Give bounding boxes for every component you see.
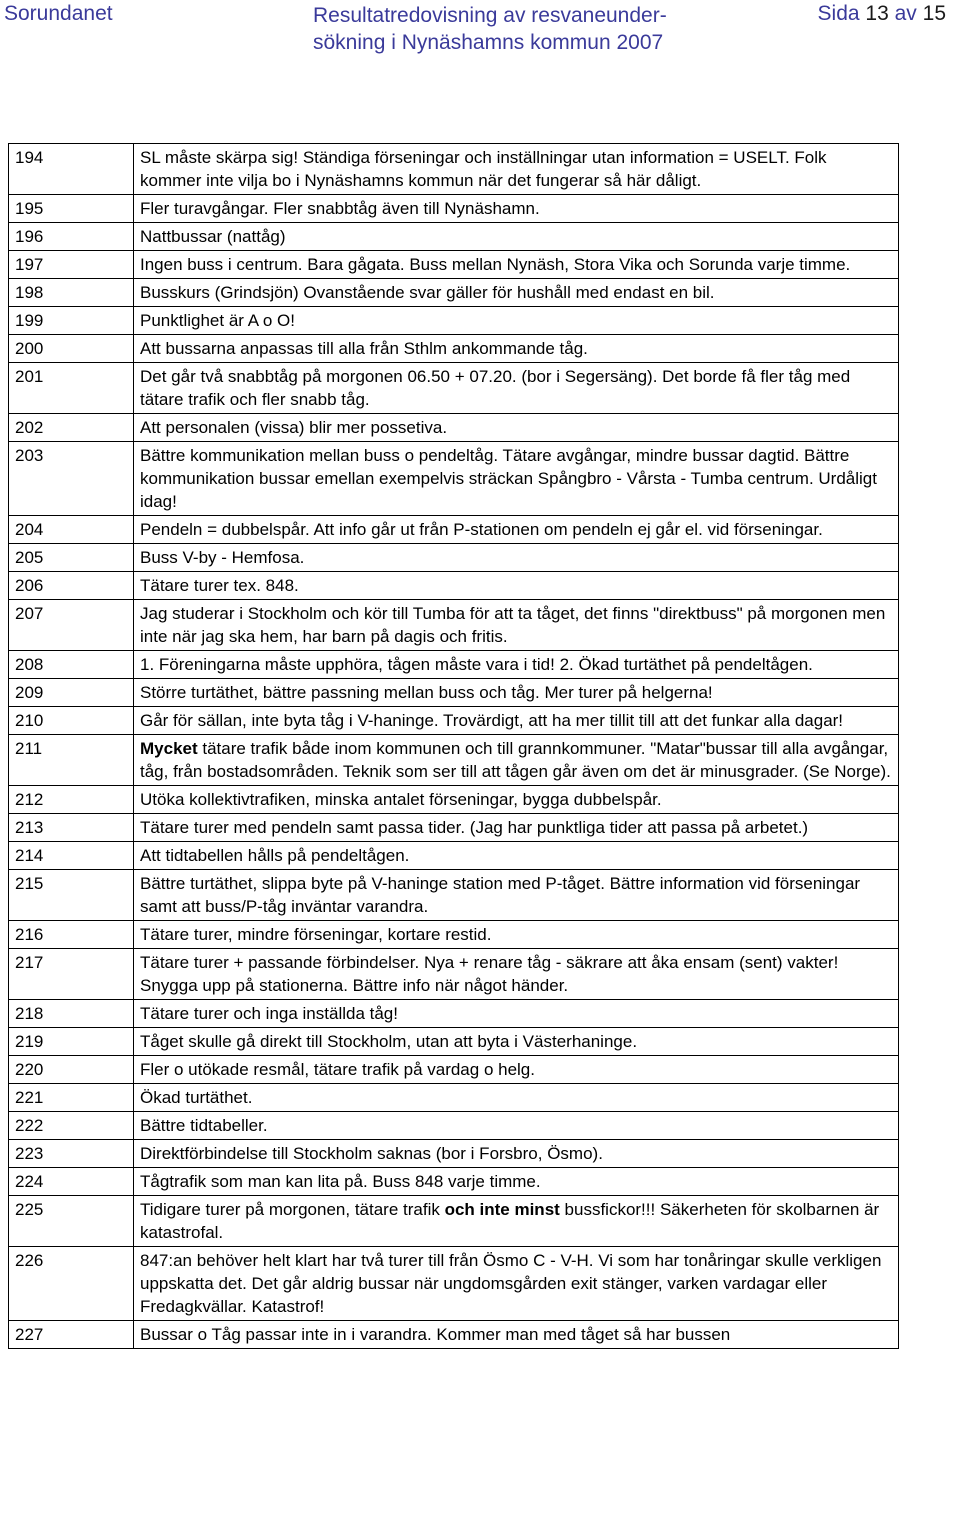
response-number: 225 — [9, 1196, 134, 1247]
response-number: 219 — [9, 1028, 134, 1056]
response-text: Tågtrafik som man kan lita på. Buss 848 varje timme. — [134, 1168, 899, 1196]
response-text: Busskurs (Grindsjön) Ovanstående svar gäller för hushåll med endast en bil. — [134, 279, 899, 307]
response-text-start: Tidigare turer på morgonen, tätare trafik — [140, 1200, 445, 1219]
table-row — [9, 842, 899, 870]
response-number: 204 — [9, 516, 134, 544]
table-row — [9, 1112, 899, 1140]
table-row — [9, 707, 899, 735]
response-number: 202 — [9, 414, 134, 442]
response-number: 200 — [9, 335, 134, 363]
header-page-indicator — [818, 2, 946, 26]
emphasis-text: Mycket — [140, 739, 198, 758]
response-text: Tåget skulle gå direkt till Stockholm, utan att byta i Västerhaninge. — [134, 1028, 899, 1056]
response-text: Pendeln = dubbelspår. Att info går ut från P-stationen om pendeln ej går el. vid förseningar. — [134, 516, 899, 544]
table-row — [9, 442, 899, 516]
response-text: 847:an behöver helt klart har två turer till från Ösmo C - V-H. Vi som har tonåringar skulle verkligen uppskatta det. Det går aldrig bussar när ungdomsgården exit stänger, varken vardagar eller Fredagkvällar. Katastrof! — [134, 1247, 899, 1321]
response-number: 211 — [9, 735, 134, 786]
response-text: Tätare turer och inga inställda tåg! — [134, 1000, 899, 1028]
response-number: 205 — [9, 544, 134, 572]
response-number: 201 — [9, 363, 134, 414]
emphasis-text: och inte minst — [444, 1200, 560, 1219]
page-header — [0, 0, 960, 62]
response-number: 222 — [9, 1112, 134, 1140]
response-text: Bättre tidtabeller. — [134, 1112, 899, 1140]
table-row — [9, 279, 899, 307]
page-label: Sida — [817, 2, 860, 25]
response-text: Ingen buss i centrum. Bara gågata. Buss mellan Nynäsh, Stora Vika och Sorunda varje timme. — [134, 251, 899, 279]
response-text: Att tidtabellen hålls på pendeltågen. — [134, 842, 899, 870]
table-row — [9, 870, 899, 921]
table-row — [9, 786, 899, 814]
response-text: Jag studerar i Stockholm och kör till Tumba för att ta tåget, det finns "direktbuss" på morgonen men inte när jag ska hem, har barn på dagis och fritis. — [134, 600, 899, 651]
response-number: 226 — [9, 1247, 134, 1321]
response-number: 203 — [9, 442, 134, 516]
table-row — [9, 921, 899, 949]
table-row — [9, 814, 899, 842]
response-number: 221 — [9, 1084, 134, 1112]
response-text: Direktförbindelse till Stockholm saknas (bor i Forsbro, Ösmo). — [134, 1140, 899, 1168]
table-row — [9, 1168, 899, 1196]
table-row — [9, 1140, 899, 1168]
table-row — [9, 679, 899, 707]
table-row — [9, 735, 899, 786]
response-text: Nattbussar (nattåg) — [134, 223, 899, 251]
response-text: SL måste skärpa sig! Ständiga förseningar och inställningar utan information = USELT. Folk kommer inte vilja bo i Nynäshamns kommun när det fungerar så här dåligt. — [134, 144, 899, 195]
table-row — [9, 144, 899, 195]
response-text: Punktlighet är A o O! — [134, 307, 899, 335]
table-row — [9, 1084, 899, 1112]
response-number: 213 — [9, 814, 134, 842]
page-of-label: av — [894, 2, 917, 25]
table-row — [9, 307, 899, 335]
table-row — [9, 251, 899, 279]
table-row — [9, 223, 899, 251]
table-row — [9, 195, 899, 223]
response-text: Går för sällan, inte byta tåg i V-haninge. Trovärdigt, att ha mer tillit till att det funkar alla dagar! — [134, 707, 899, 735]
response-text: Bättre turtäthet, slippa byte på V-haninge station med P-tåget. Bättre information vid förseningar samt att buss/P-tåg inväntar varandra. — [134, 870, 899, 921]
response-number: 196 — [9, 223, 134, 251]
response-number: 220 — [9, 1056, 134, 1084]
response-text-rest: bussfickor!!! Säkerheten för skolbarnen är katastrofal. — [140, 1200, 880, 1242]
table-row — [9, 1000, 899, 1028]
response-text: Att bussarna anpassas till alla från Sthlm ankommande tåg. — [134, 335, 899, 363]
response-number: 206 — [9, 572, 134, 600]
response-number: 208 — [9, 651, 134, 679]
table-row — [9, 544, 899, 572]
table-row — [9, 1321, 899, 1349]
table-row — [9, 1247, 899, 1321]
table-row — [9, 414, 899, 442]
response-text: 1. Föreningarna måste upphöra, tågen måste vara i tid! 2. Ökad turtäthet på pendeltågen. — [134, 651, 899, 679]
responses-table-body — [9, 144, 899, 1349]
table-row — [9, 363, 899, 414]
response-number: 194 — [9, 144, 134, 195]
response-text: Att personalen (vissa) blir mer possetiva. — [134, 414, 899, 442]
response-number: 216 — [9, 921, 134, 949]
responses-table — [8, 143, 899, 1349]
response-text: Tätare turer med pendeln samt passa tider. (Jag har punktliga tider att passa på arbetet.) — [134, 814, 899, 842]
response-number: 199 — [9, 307, 134, 335]
table-row — [9, 572, 899, 600]
response-text: Det går två snabbtåg på morgonen 06.50 + 07.20. (bor i Segersäng). Det borde få fler tåg med tätare trafik och fler snabb tåg. — [134, 363, 899, 414]
header-site-name: Sorundanet — [4, 2, 113, 25]
header-title-line1: Resultatredovisning av resvaneunder- — [313, 4, 667, 27]
page-total: 15 — [922, 2, 946, 25]
table-row — [9, 1028, 899, 1056]
response-text: Utöka kollektivtrafiken, minska antalet förseningar, bygga dubbelspår. — [134, 786, 899, 814]
response-text: Bättre kommunikation mellan buss o pendeltåg. Tätare avgångar, mindre bussar dagtid. Bättre kommunikation bussar emellan exempelvis sträckan Spångbro - Vårsta - Tumba centrum. Urdåligt idag! — [134, 442, 899, 516]
response-text: Fler turavgångar. Fler snabbtåg även till Nynäshamn. — [134, 195, 899, 223]
response-number: 214 — [9, 842, 134, 870]
table-row — [9, 651, 899, 679]
table-row — [9, 516, 899, 544]
response-number: 207 — [9, 600, 134, 651]
response-number: 197 — [9, 251, 134, 279]
response-text: Bussar o Tåg passar inte in i varandra. Kommer man med tåget så har bussen — [134, 1321, 899, 1349]
response-text — [134, 1196, 899, 1247]
response-number: 212 — [9, 786, 134, 814]
response-text: Tätare turer, mindre förseningar, kortare restid. — [134, 921, 899, 949]
response-number: 217 — [9, 949, 134, 1000]
table-row — [9, 600, 899, 651]
response-number: 227 — [9, 1321, 134, 1349]
response-number: 198 — [9, 279, 134, 307]
response-number: 218 — [9, 1000, 134, 1028]
table-row — [9, 1056, 899, 1084]
response-text-rest: tätare trafik både inom kommunen och till grannkommuner. "Matar"bussar till alla avgångar, tåg, från bostadsområden. Teknik som ser till att tågen går även om det är minusgrader. (Se Norge). — [140, 739, 891, 781]
response-text: Buss V-by - Hemfosa. — [134, 544, 899, 572]
response-number: 215 — [9, 870, 134, 921]
table-row — [9, 949, 899, 1000]
header-title-line2: sökning i Nynäshamns kommun 2007 — [313, 31, 664, 54]
response-text — [134, 735, 899, 786]
response-text: Fler o utökade resmål, tätare trafik på vardag o helg. — [134, 1056, 899, 1084]
response-number: 210 — [9, 707, 134, 735]
response-number: 195 — [9, 195, 134, 223]
response-number: 223 — [9, 1140, 134, 1168]
response-number: 224 — [9, 1168, 134, 1196]
page-number: 13 — [865, 2, 889, 25]
response-text: Ökad turtäthet. — [134, 1084, 899, 1112]
response-text: Större turtäthet, bättre passning mellan buss och tåg. Mer turer på helgerna! — [134, 679, 899, 707]
table-row — [9, 1196, 899, 1247]
response-text: Tätare turer tex. 848. — [134, 572, 899, 600]
table-row — [9, 335, 899, 363]
header-document-title — [313, 2, 667, 56]
response-text: Tätare turer + passande förbindelser. Nya + renare tåg - säkrare att åka ensam (sent) vakter! Snygga upp på stationerna. Bättre info när något händer. — [134, 949, 899, 1000]
response-number: 209 — [9, 679, 134, 707]
